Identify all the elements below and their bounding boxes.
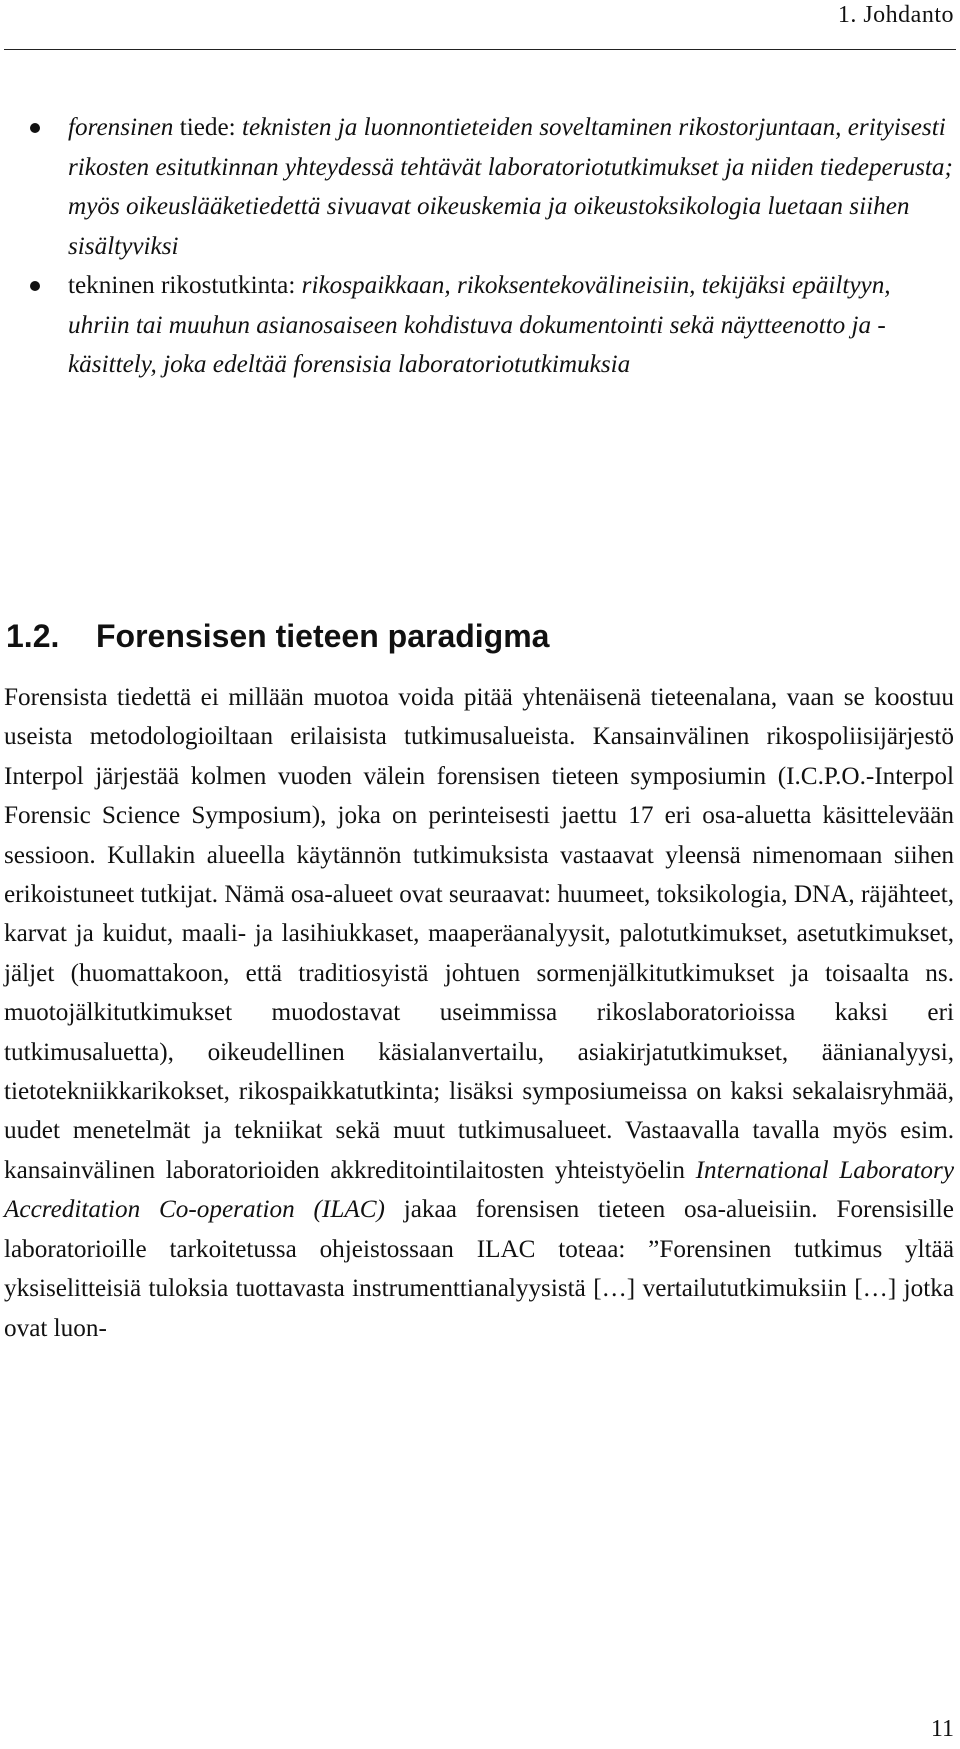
term: tekninen rikostutkinta:	[68, 272, 296, 299]
header-rule	[4, 49, 956, 50]
bullet-icon	[30, 281, 40, 291]
term: forensinen	[68, 114, 174, 141]
list-item	[4, 266, 954, 385]
section-title: Forensisen tieteen paradigma	[96, 618, 550, 654]
body-paragraph	[4, 678, 954, 1348]
bullet-icon	[30, 123, 40, 133]
page-number: 11	[930, 1716, 954, 1742]
section-number: 1.2.	[6, 618, 60, 654]
body-text-continued: jakaa forensisen tieteen osa-alueisiin. Forensisille laboratorioille tarkoitetussa ohjeistossaan ILAC toteaa: ”Forensinen tutkimus yltää yksiselitteisiä tuloksia tuottavasta instrumenttianalyysistä […] vertailututkimuksiin […] jotka ovat luon-	[4, 1196, 954, 1342]
term-separator: tiede:	[173, 114, 242, 141]
list-item	[4, 108, 954, 266]
running-header: 1. Johdanto	[837, 2, 954, 28]
definition: rikospaikkaan, rikoksentekovälineisiin, tekijäksi epäiltyyn, uhriin tai muuhun asianosaiseen kohdistuva dokumentointi sekä näytteenotto ja -käsittely, joka edeltää forensisia laboratoriotutkimuksia	[68, 272, 891, 378]
section-heading	[6, 618, 549, 655]
body-text: Forensista tiedettä ei millään muotoa voida pitää yhtenäisenä tieteenalana, vaan se koostuu useista metodologioiltaan erilaisista tutkimusalueista. Kansainvälinen rikospoliisijärjestö Interpol järjestää kolmen vuoden välein forensisen tieteen symposiumin (I.C.P.O.-Interpol Forensic Science Symposium), joka on perinteisesti jaettu 17 eri osa-aluetta käsittelevään sessioon. Kullakin alueella käytännön tutkimuksista vastaavat yleensä nimenomaan siihen erikoistuneet tutkijat. Nämä osa-alueet ovat seuraavat: huumeet, toksikologia, DNA, räjähteet, karvat ja kuidut, maali- ja lasihiukkaset, maaperäanalyysit, palotutkimukset, asetutkimukset, jäljet (huomattakoon, että traditiosyistä johtuen sormenjälkitutkimukset ja toisaalta ns. muotojälkitutkimukset muodostavat useimmissa rikoslaboratorioissa kaksi eri tutkimusaluetta), oikeudellinen käsialanvertailu, asiakirjatutkimukset, äänianalyysi, tietotekniikkarikokset, rikospaikkatutkinta; lisäksi symposiumeissa on kaksi sekalaisryhmää, uudet menetelmät ja tekniikat sekä muut tutkimusalueet. Vastaavalla tavalla myös esim. kansainvälinen laboratorioiden akkreditointilaitosten yhteistyöelin	[4, 684, 954, 1184]
definition-list	[4, 108, 954, 385]
organization-name: International Laboratory Accreditation Co-operation (ILAC)	[4, 1156, 954, 1224]
definition: teknisten ja luonnontieteiden soveltaminen rikostorjuntaan, erityisesti rikosten esitutkinnan yhteydessä tehtävät laboratoriotutkimukset ja niiden tiedeperusta; myös oikeuslääketiedettä sivuavat oikeuskemia ja oikeustoksikologia luetaan siihen sisältyviksi	[68, 114, 953, 260]
